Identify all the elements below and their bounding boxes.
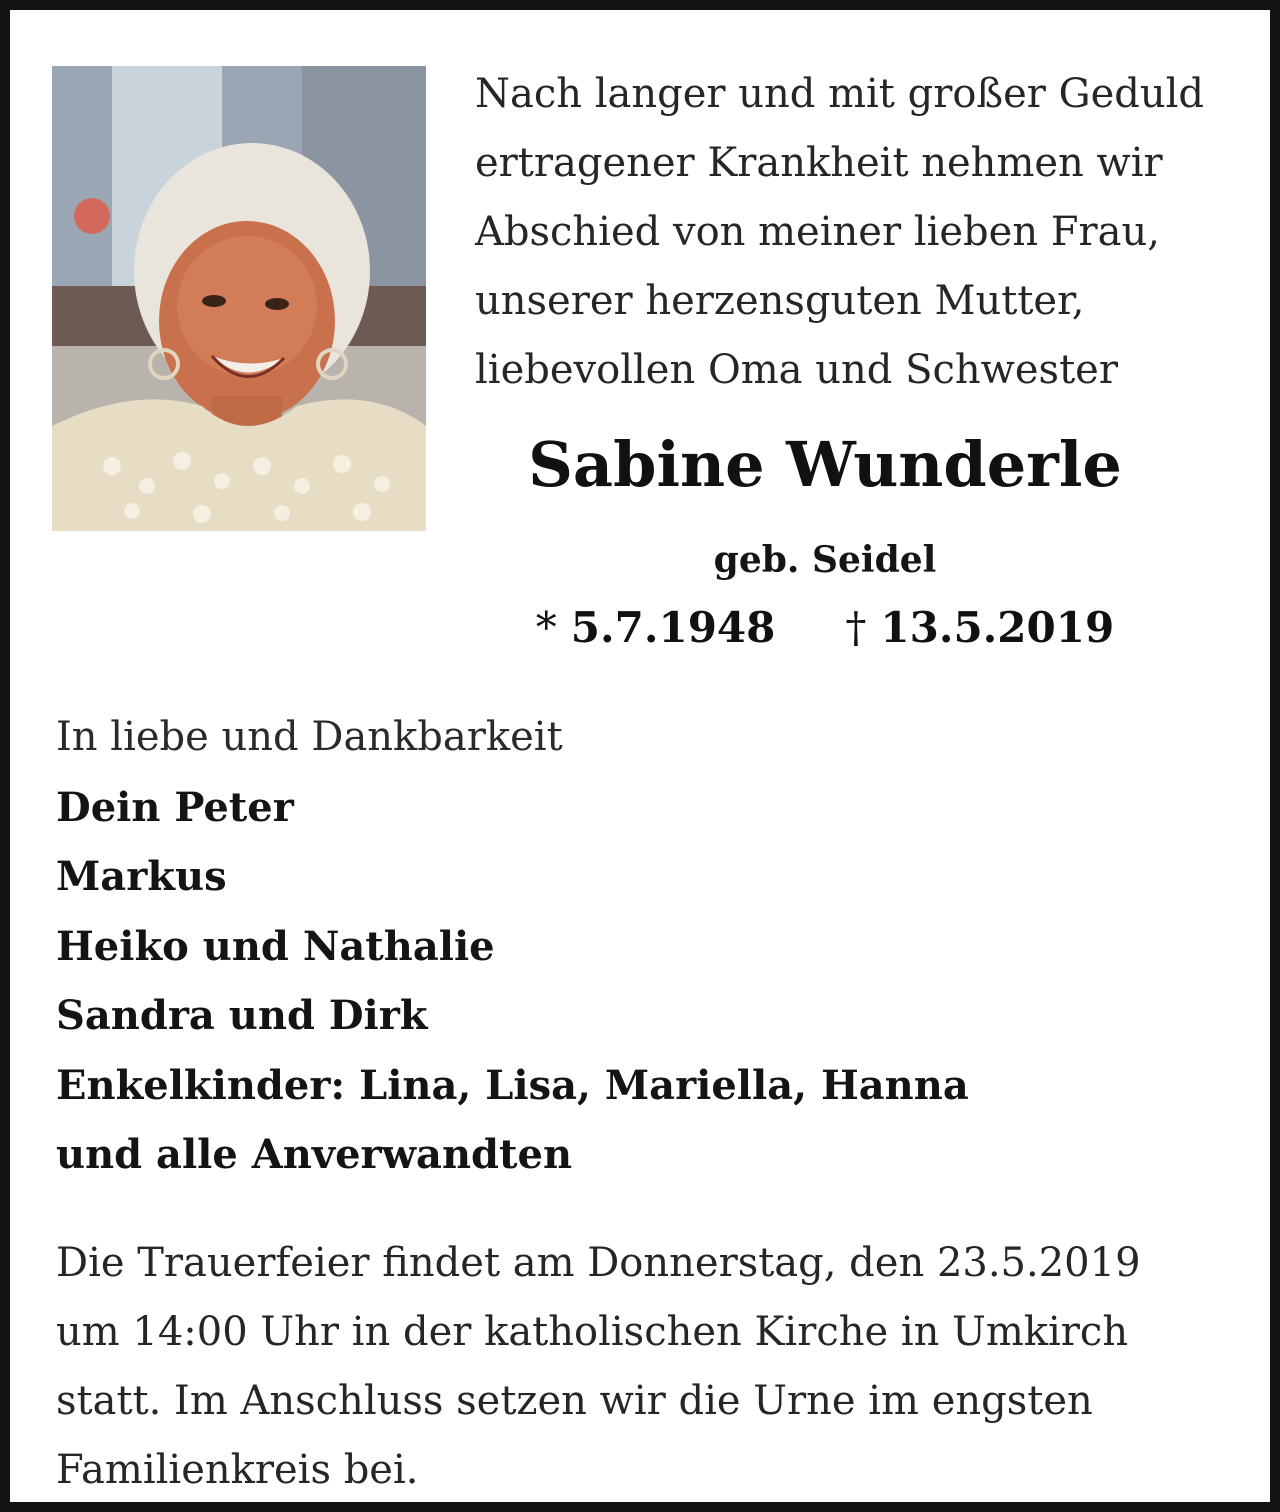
service-line: Die Trauerfeier findet am Donnerstag, den 23.5.2019 [56,1240,1141,1286]
mourners-list [56,703,1236,1190]
intro-line: Abschied von meiner lieben Frau, [475,209,1160,255]
mourner-line: und alle Anverwandten [56,1131,573,1178]
intro-line: ertragener Krankheit nehmen wir [475,140,1163,186]
mourner-line: Heiko und Nathalie [56,922,495,970]
death-cross-icon: † [845,603,867,652]
life-dates [475,598,1175,658]
intro-line: Nach langer und mit großer Geduld [475,71,1205,117]
birth-date: 5.7.1948 [570,603,776,652]
birth-star-icon: * [535,603,557,652]
mourner-line: Sandra und Dirk [56,992,428,1039]
intro-text [475,60,1265,405]
service-line: statt. Im Anschluss setzen wir die Urne im engsten [56,1378,1093,1424]
mourners-lead: In liebe und Dankbarkeit [56,714,563,760]
intro-line: liebevollen Oma und Schwester [475,347,1118,393]
service-line: Familienkreis bei. [56,1447,419,1493]
service-notice [56,1229,1256,1505]
service-line: um 14:00 Uhr in der katholischen Kirche in Umkirch [56,1309,1129,1355]
death-date: 13.5.2019 [880,603,1115,652]
maiden-name: geb. Seidel [713,539,937,581]
deceased-name: Sabine Wunderle [528,428,1122,501]
mourner-line: Enkelkinder: Lina, Lisa, Mariella, Hanna [56,1061,969,1109]
mourner-line: Dein Peter [56,783,294,831]
intro-line: unserer herzensguten Mutter, [475,278,1085,324]
portrait-photo [52,66,426,531]
mourner-line: Markus [56,853,227,900]
